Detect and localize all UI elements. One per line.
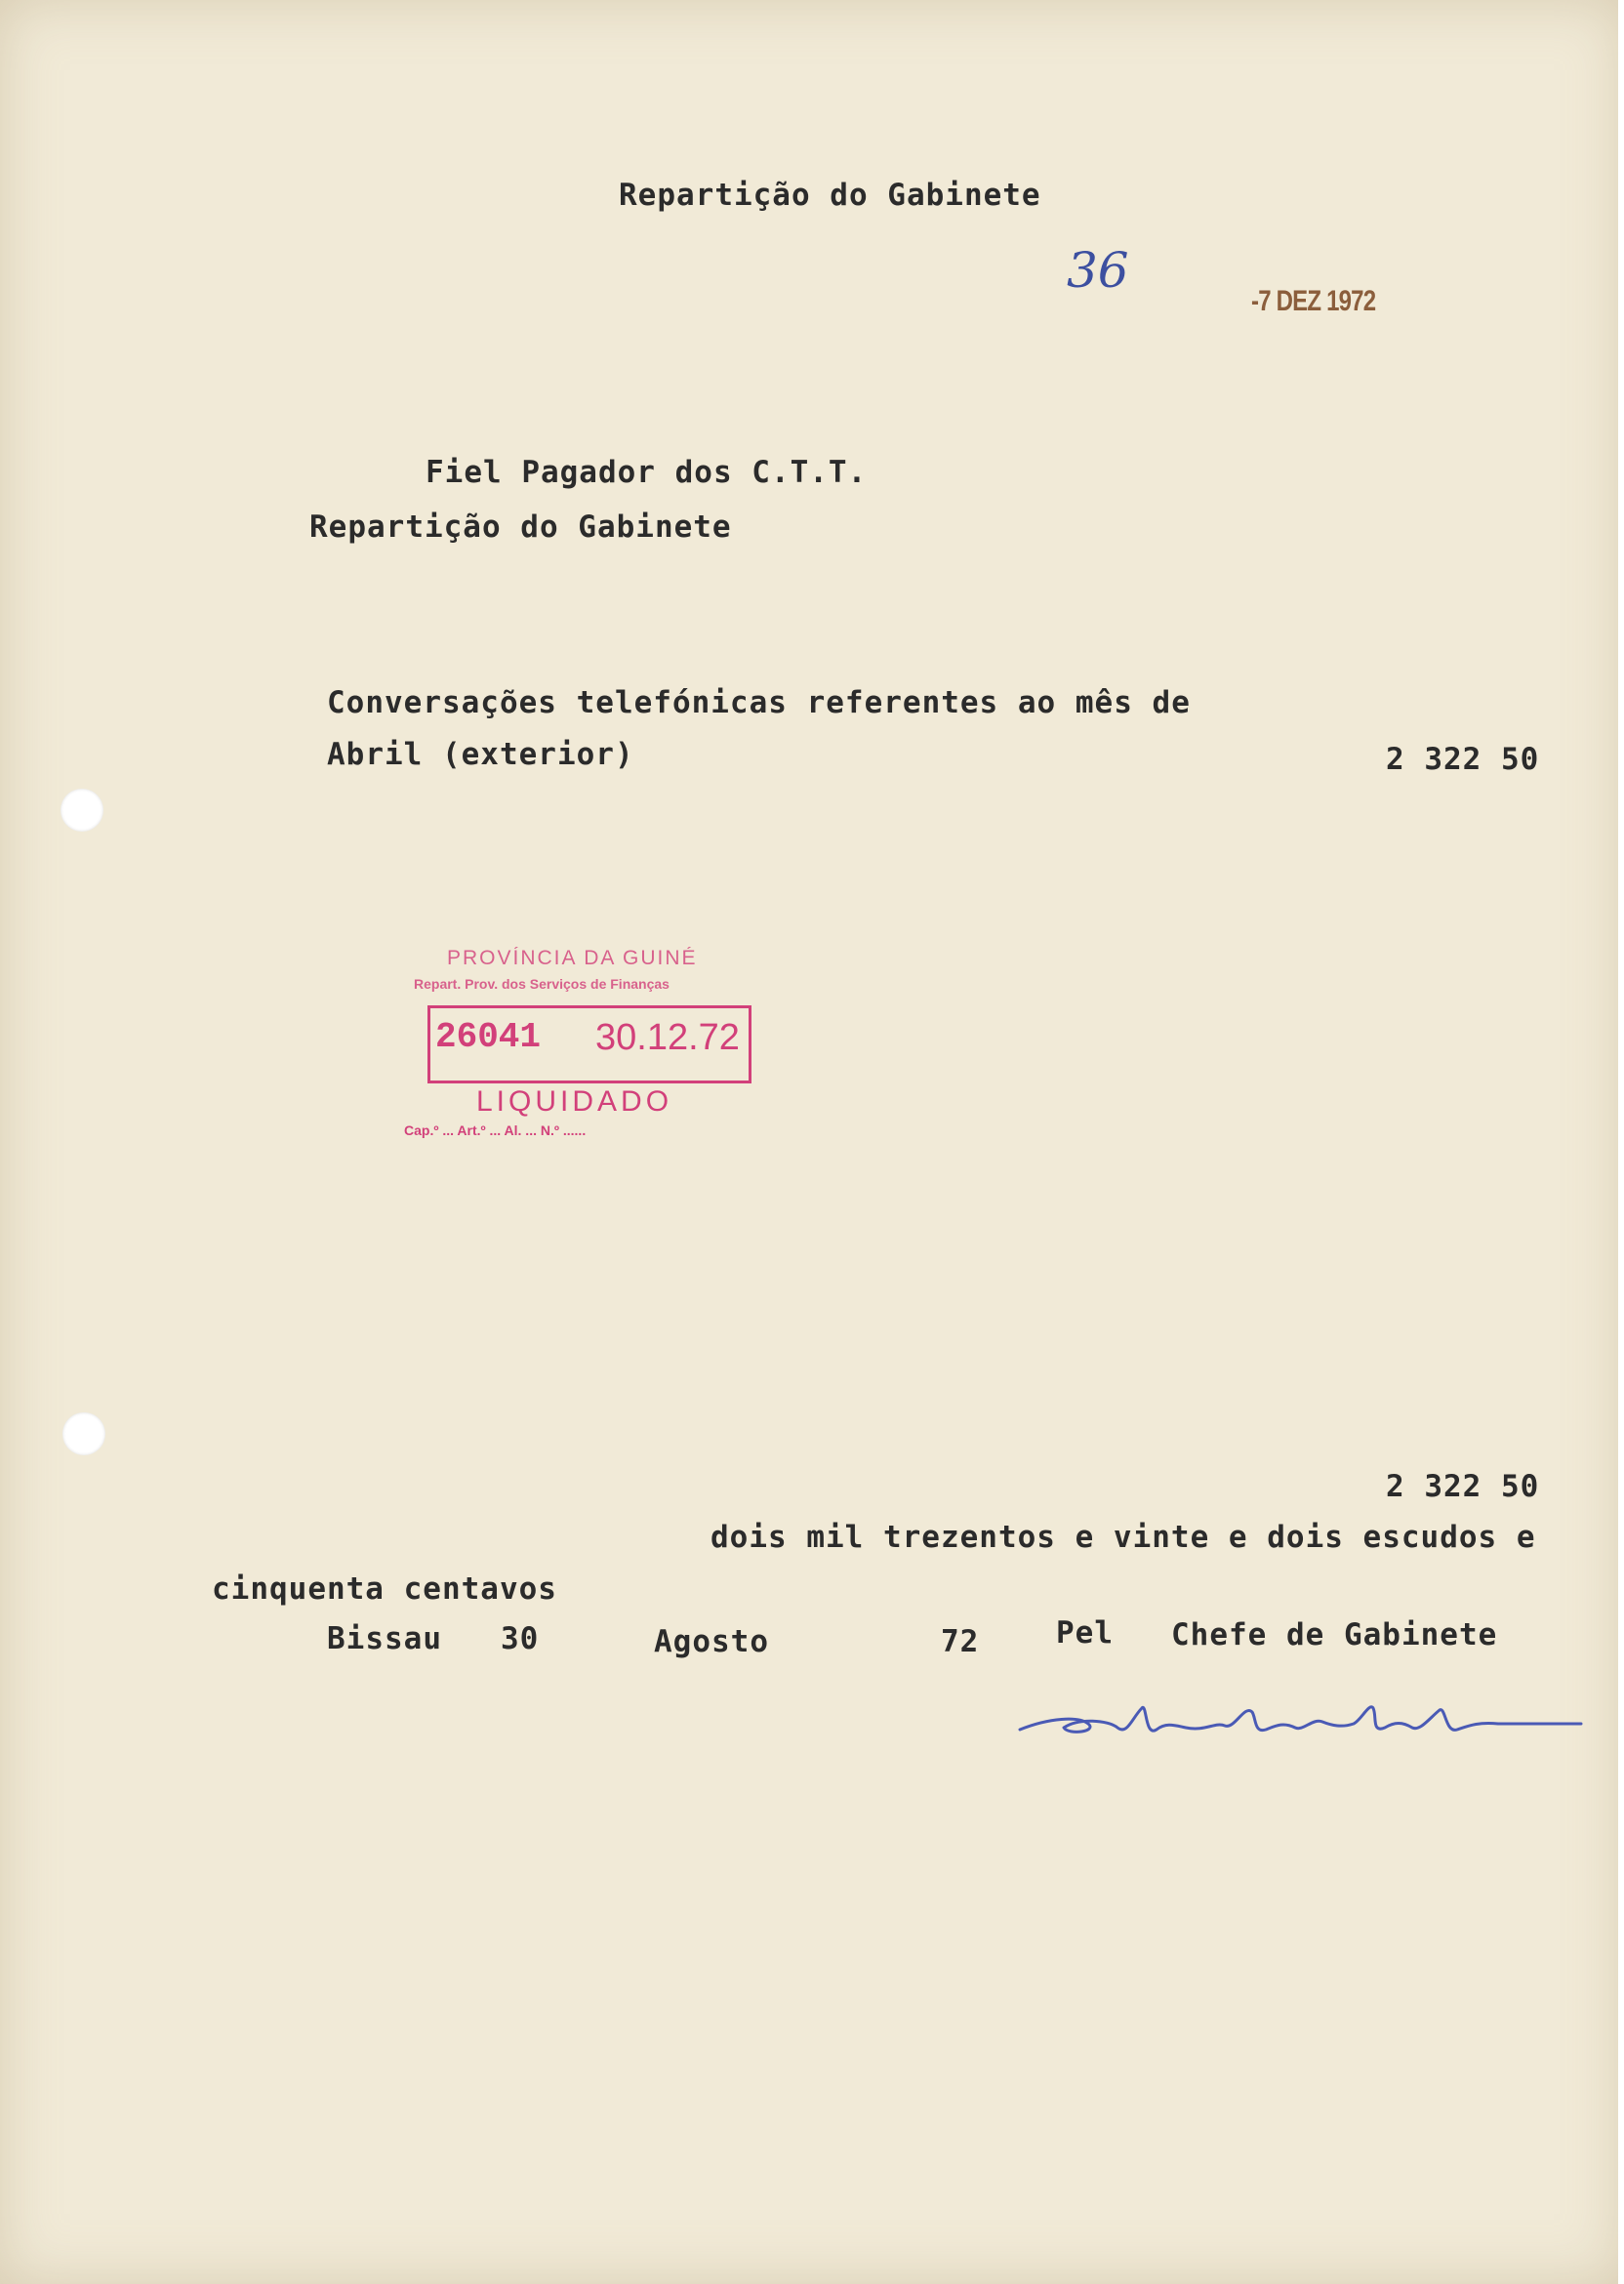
stamp-number: 26041: [435, 1017, 542, 1057]
addressee-line1: Fiel Pagador dos C.T.T.: [426, 455, 868, 490]
punch-hole-bottom: [62, 1412, 105, 1455]
footer-year: 72: [941, 1624, 980, 1659]
footer-month: Agosto: [654, 1624, 769, 1659]
page-edge: [1618, 0, 1624, 2284]
stamp-classification: Cap.º ... Art.º ... Al. ... N.º ......: [404, 1122, 587, 1138]
department-header: Repartição do Gabinete: [619, 178, 1041, 213]
amount-in-words-line1: dois mil trezentos e vinte e dois escudos e: [710, 1520, 1536, 1555]
footer-pel: Pel: [1056, 1615, 1114, 1651]
footer-title: Chefe de Gabinete: [1171, 1617, 1498, 1652]
liquidation-stamp: [400, 937, 771, 1152]
received-date-stamp: -7 DEZ 1972: [1251, 285, 1376, 317]
punch-hole-top: [61, 789, 103, 832]
addressee-line2: Repartição do Gabinete: [309, 510, 732, 545]
footer-day: 30: [501, 1621, 540, 1656]
amount-in-words-line2: cinquenta centavos: [212, 1571, 557, 1607]
signature-image: [1010, 1679, 1586, 1757]
total-amount: 2 322 50: [1386, 1469, 1540, 1504]
item-amount: 2 322 50: [1386, 742, 1540, 777]
stamp-province: PROVÍNCIA DA GUINÉ: [447, 947, 698, 969]
handwritten-number: 36: [1067, 242, 1129, 299]
item-description-line1: Conversações telefónicas referentes ao mês de: [327, 685, 1191, 720]
item-description-line2: Abril (exterior): [327, 737, 634, 772]
stamp-status: LIQUIDADO: [476, 1085, 673, 1118]
footer-place: Bissau: [327, 1621, 442, 1656]
stamp-office: Repart. Prov. dos Serviços de Finanças: [414, 976, 670, 992]
stamp-date: 30.12.72: [595, 1017, 740, 1058]
